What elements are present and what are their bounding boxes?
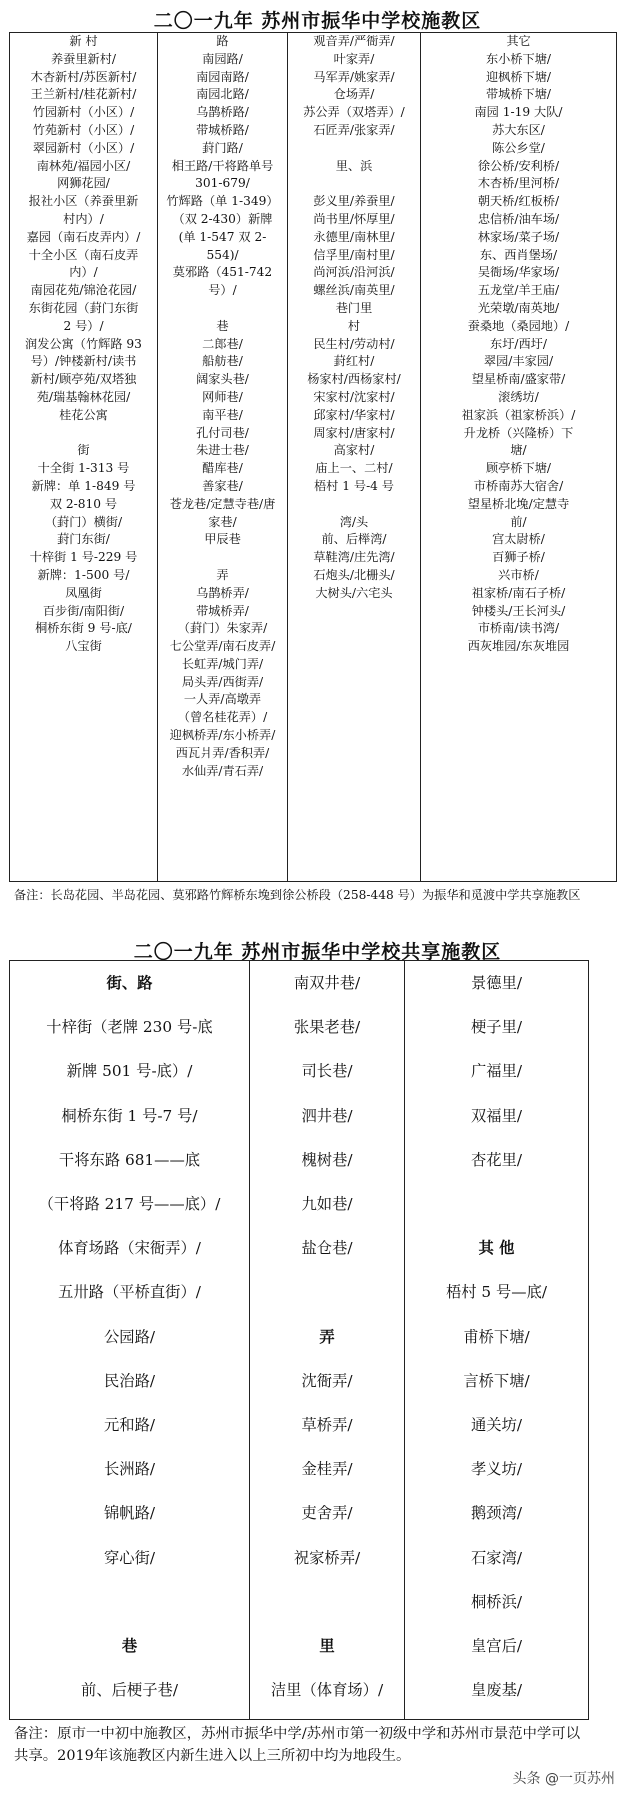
list-item: 槐树巷/ <box>301 1150 353 1169</box>
list-item: 盐仓巷/ <box>301 1239 353 1258</box>
list-item: （双 2-430）新牌 <box>172 211 273 226</box>
watermark: 头条 @一页苏州 <box>512 1771 615 1787</box>
column-villages <box>10 33 158 881</box>
list-item: 西瓦爿弄/香积弄/ <box>175 745 270 760</box>
list-item: 皇废基/ <box>470 1681 523 1700</box>
group-heading: 街、路 <box>106 974 153 992</box>
list-item: 竹园新村（小区）/ <box>32 105 135 120</box>
list-item: 新村/顾亭苑/双塔独 <box>30 372 137 387</box>
list-item: 前、后梗子巷/ <box>81 1681 178 1700</box>
list-item: 养蚕里新村/ <box>50 51 117 66</box>
list-item: 升龙桥（兴隆桥）下 <box>463 425 574 440</box>
list-item: 阔家头巷/ <box>196 372 249 387</box>
list-item: 网狮花园/ <box>57 176 110 191</box>
section1-note: 备注：长岛花园、半岛花园、莫邪路竹辉桥东堍到徐公桥段（258-448 号）为振华和觅渡中学共享施教区 <box>14 888 581 902</box>
list-item: 百步街/南阳街/ <box>42 603 125 618</box>
list-item: 苍龙巷/定慧寺巷/唐 <box>169 496 276 511</box>
list-item: 七公堂弄/南石皮弄/ <box>169 639 276 654</box>
column-header: 新 村 <box>69 34 98 48</box>
list-item: 望星桥南/盛家带/ <box>471 372 566 387</box>
list-item: 忠信桥/油车场/ <box>477 211 560 226</box>
list-item: 公园路/ <box>103 1327 156 1346</box>
list-item: 孝义坊/ <box>470 1460 523 1479</box>
list-item: 润发公寓（竹辉路 93 <box>25 336 142 351</box>
column-alleys <box>288 33 421 881</box>
list-item: 祝家桥弄/ <box>293 1548 361 1567</box>
list-item <box>250 1712 404 1719</box>
list-item: 莫邪路（451-742 <box>172 265 273 280</box>
list-item: 十梓街（老牌 230 号-底 <box>46 1018 213 1037</box>
list-item: 南林苑/福园小区/ <box>36 158 131 173</box>
list-item: 宋家村/沈家村/ <box>313 389 395 404</box>
column-streets <box>10 961 250 1719</box>
column-header: 观音弄/严衙弄/ <box>313 34 395 48</box>
list-item: 乌鹊桥路/ <box>196 105 249 120</box>
section2-note: 备注：原市一中初中施教区，苏州市振华中学/苏州市第一初级中学和苏州市景范中学可以共享。2019年该施教区内新生进入以上三所初中均为地段生。 <box>14 1726 581 1764</box>
list-item: 葑门路/ <box>202 140 243 155</box>
column-roads <box>158 33 288 881</box>
list-item: 顾亭桥下塘/ <box>485 461 552 476</box>
list-item: 杨家村/西杨家村/ <box>307 372 401 387</box>
list-item: 甲辰巷 <box>204 532 241 547</box>
list-item: 朱进士巷/ <box>196 443 249 458</box>
list-item <box>405 1712 588 1719</box>
list-item: 尚书里/怀厚里/ <box>313 211 395 226</box>
list-item: 甫桥下塘/ <box>463 1327 530 1346</box>
group-heading: 弄 <box>216 567 229 582</box>
list-item: 石匠弄/张家弄/ <box>313 122 395 137</box>
list-item: 嘉园（南石皮弄内）/ <box>26 229 141 244</box>
list-item: 叶家弄/ <box>333 51 375 66</box>
list-item: 东街花园（葑门东街 <box>28 300 139 315</box>
list-item: 张果老巷/ <box>293 1018 361 1037</box>
list-item: 永德里/南林里/ <box>313 229 395 244</box>
list-item: 孔付司巷/ <box>196 425 249 440</box>
list-item: 彭义里/养蚕里/ <box>313 194 395 209</box>
list-item: 号）/钟楼新村/读书 <box>30 354 137 369</box>
list-item: 桐桥东街 9 号-底/ <box>35 621 132 636</box>
list-item: 广福里/ <box>470 1062 523 1081</box>
list-item: 前、后榉湾/ <box>321 532 387 547</box>
list-item: 金桂弄/ <box>301 1460 353 1479</box>
column-others <box>421 33 616 881</box>
list-item: 言桥下塘/ <box>463 1371 530 1390</box>
list-item: 体育场路（宋衙弄）/ <box>58 1239 201 1258</box>
list-item: 水仙弄/青石弄/ <box>181 763 264 778</box>
list-item: 干将东路 681——底 <box>58 1150 201 1169</box>
list-item: 号）/ <box>208 283 237 298</box>
list-item: 一人弄/高墩弄 <box>183 692 262 707</box>
list-item: 葑红村/ <box>333 354 375 369</box>
list-item: 木杏桥/里河桥/ <box>477 176 560 191</box>
list-item: 东小桥下塘/ <box>485 51 552 66</box>
list-item: 庙上一、二村/ <box>315 461 393 476</box>
list-item: 村内）/ <box>63 211 104 226</box>
list-item: 巷门里 <box>335 300 373 315</box>
list-item: 乌鹊桥弄/ <box>196 585 249 600</box>
column-lanes <box>250 961 405 1719</box>
list-item: 螺丝浜/南英里/ <box>313 283 395 298</box>
list-item <box>288 496 420 514</box>
list-item: 五卅路（平桥直街）/ <box>58 1283 201 1302</box>
list-item: 草桥弄/ <box>301 1416 353 1435</box>
list-item: 十梓街 1 号-229 号 <box>29 550 138 565</box>
list-item: 翠园新村（小区）/ <box>32 140 135 155</box>
shared-catchment-table <box>9 960 589 1720</box>
list-item: 554)/ <box>206 247 239 262</box>
list-item: 双 2-810 号 <box>49 496 118 511</box>
list-item <box>158 300 287 318</box>
list-item: 邱家村/华家村/ <box>313 407 395 422</box>
list-item: 苑/瑞基翰林花园/ <box>36 389 131 404</box>
list-item: 凤凰街 <box>65 585 102 600</box>
list-item: 望星桥北堍/定慧寺 <box>467 496 570 511</box>
list-item: （干将路 217 号——底）/ <box>38 1195 221 1214</box>
list-item: 石炮头/北栅头/ <box>313 567 395 582</box>
list-item: 内）/ <box>69 265 98 280</box>
list-item: 仓场弄/ <box>333 87 375 102</box>
list-item: 沈衙弄/ <box>301 1371 353 1390</box>
list-item: 桐桥东街 1 号-7 号/ <box>61 1106 198 1125</box>
list-item: 钟楼头/王长河头/ <box>471 603 566 618</box>
list-item: 百狮子桥/ <box>492 550 545 565</box>
list-item: 滚绣坊/ <box>498 389 539 404</box>
list-item: 迎枫桥下塘/ <box>485 69 552 84</box>
list-item: 祖家桥/南石子桥/ <box>471 585 566 600</box>
list-item: 苏公弄（双塔弄）/ <box>303 105 405 120</box>
list-item: (单 1-547 双 2- <box>178 229 267 244</box>
list-item <box>288 175 420 193</box>
list-item: 2 号）/ <box>63 318 104 333</box>
list-item: 陈公乡堂/ <box>492 140 545 155</box>
group-heading: 巷 <box>121 1637 138 1656</box>
list-item: 局头弄/西街弄/ <box>181 674 264 689</box>
list-item: 西灰堆园/东灰堆园 <box>467 639 570 654</box>
list-item <box>250 1270 404 1314</box>
list-item: 网师巷/ <box>202 389 243 404</box>
list-item: 带城桥弄/ <box>196 603 249 618</box>
list-item: 林家场/菜子场/ <box>477 229 560 244</box>
list-item: 徐公桥/安利桥/ <box>477 158 560 173</box>
list-item: 司长巷/ <box>301 1062 353 1081</box>
list-item: 尚河浜/沿河浜/ <box>313 265 395 280</box>
list-item <box>405 1182 588 1226</box>
group-heading: 村 <box>347 318 361 333</box>
list-item: 八宝街 <box>65 639 102 654</box>
list-item: 十全小区（南石皮弄 <box>28 247 139 262</box>
list-item: 吴衙场/华家场/ <box>477 265 560 280</box>
list-item: 泗井巷/ <box>301 1106 353 1125</box>
list-item: 民治路/ <box>103 1371 156 1390</box>
list-item: 南双井巷/ <box>293 974 361 992</box>
list-item: 鹅颈湾/ <box>470 1504 523 1523</box>
list-item: 蚕桑地（桑园地）/ <box>467 318 570 333</box>
group-heading: 巷 <box>216 318 229 333</box>
list-item: 景德里/ <box>470 974 523 992</box>
list-item: 梧村 5 号—底/ <box>445 1283 548 1302</box>
list-item: 穿心街/ <box>103 1548 156 1567</box>
list-item: 梧村 1 号-4 号 <box>314 478 394 493</box>
list-item: 光荣墩/南英地/ <box>477 300 560 315</box>
list-item: 善家巷/ <box>202 478 243 493</box>
list-item: 长虹弄/城门弄/ <box>181 656 264 671</box>
group-heading: 里 <box>319 1637 335 1656</box>
group-heading: 弄 <box>319 1327 335 1346</box>
list-item: 市桥南/读书湾/ <box>477 621 560 636</box>
list-item: 石家湾/ <box>470 1548 523 1567</box>
list-item: （曾名桂花弄）/ <box>177 710 268 725</box>
list-item: 祖家浜（祖家桥浜）/ <box>461 407 576 422</box>
list-item: 宫太尉桥/ <box>492 532 545 547</box>
list-item: 桂花公寓 <box>59 407 108 422</box>
list-item: 十全街 1-313 号 <box>37 461 130 476</box>
list-item: 元和路/ <box>103 1416 156 1435</box>
list-item: 市桥南苏大宿舍/ <box>473 478 564 493</box>
list-item: 兴市桥/ <box>498 567 539 582</box>
section1-title: 二〇一九年 苏州市振华中学校施教区 <box>153 10 482 32</box>
list-item: 葑门东街/ <box>57 532 110 547</box>
list-item: 五龙堂/羊王庙/ <box>477 283 560 298</box>
catchment-table <box>9 32 617 882</box>
list-item: （葑门）横街/ <box>44 514 123 529</box>
list-item: 杏花里/ <box>470 1150 523 1169</box>
list-item <box>10 1580 249 1624</box>
list-item: 迎枫桥弄/东小桥弄/ <box>169 728 276 743</box>
list-item: 新牌：单 1-849 号 <box>31 478 136 493</box>
list-item: 吏舍弄/ <box>301 1504 353 1523</box>
list-item: 马军弄/姚家弄/ <box>313 69 395 84</box>
list-item: 洁里（体育场）/ <box>270 1681 384 1700</box>
list-item: 王兰新村/桂花新村/ <box>30 87 137 102</box>
list-item: 带城桥路/ <box>196 122 249 137</box>
list-item: 报社小区（养蚕里新 <box>28 194 139 209</box>
list-item: 新牌 501 号-底）/ <box>66 1062 193 1081</box>
list-item: 家巷/ <box>208 514 237 529</box>
list-item: 南园北路/ <box>196 87 249 102</box>
list-item: 南园 1-19 大队/ <box>474 105 563 120</box>
list-item: 竹辉路（单 1-349） <box>166 194 279 209</box>
list-item: 民生村/劳动村/ <box>313 336 395 351</box>
list-item: 东、西肖堡场/ <box>479 247 558 262</box>
list-item: 塘/ <box>510 443 527 458</box>
list-item: 南园花苑/锦沧花园/ <box>30 283 137 298</box>
list-item: 高家村/ <box>333 443 375 458</box>
group-heading: 街 <box>77 443 90 458</box>
list-item: 朝天桥/红板桥/ <box>477 194 560 209</box>
list-item: 二郎巷/ <box>202 336 243 351</box>
list-item: 翠园/丰家园/ <box>483 354 554 369</box>
list-item: 梗子里/ <box>470 1018 523 1037</box>
list-item <box>288 140 420 158</box>
list-item: 周家村/唐家村/ <box>313 425 395 440</box>
list-item: 草鞋湾/庄先湾/ <box>313 550 395 565</box>
list-item: 相王路/干将路单号 <box>171 158 274 173</box>
list-item <box>158 549 287 567</box>
column-misc <box>405 961 588 1719</box>
list-item: 皇宫后/ <box>470 1637 523 1656</box>
list-item <box>250 1580 404 1624</box>
list-item: 南平巷/ <box>202 407 243 422</box>
group-heading: 湾/头 <box>339 514 369 529</box>
group-heading: 其 他 <box>478 1239 515 1258</box>
section2-title: 二〇一九年 苏州市振华中学校共享施教区 <box>133 941 502 963</box>
list-item <box>10 1712 249 1719</box>
list-item: 苏大东区/ <box>492 122 545 137</box>
list-item: 竹苑新村（小区）/ <box>32 122 135 137</box>
list-item: 锦帆路/ <box>103 1504 156 1523</box>
list-item: 桐桥浜/ <box>470 1592 523 1611</box>
column-header: 其它 <box>506 34 531 48</box>
list-item: 东圩/西圩/ <box>490 336 547 351</box>
list-item: 双福里/ <box>470 1106 523 1125</box>
list-item: 九如巷/ <box>301 1195 353 1214</box>
list-item: 通关坊/ <box>470 1416 523 1435</box>
list-item: 信孚里/南村里/ <box>313 247 395 262</box>
list-item: 带城桥下塘/ <box>485 87 552 102</box>
list-item: 船舫巷/ <box>202 354 243 369</box>
column-header: 路 <box>216 34 229 48</box>
list-item: 长洲路/ <box>103 1460 156 1479</box>
list-item: 大树头/六宅头 <box>315 585 393 600</box>
list-item: 前/ <box>510 514 527 529</box>
list-item: 木杏新村/苏医新村/ <box>30 69 137 84</box>
list-item: 新牌：1-500 号/ <box>37 567 130 582</box>
list-item: 南园路/ <box>202 51 243 66</box>
list-item <box>10 425 157 443</box>
list-item: 醋库巷/ <box>202 461 243 476</box>
list-item: （葑门）朱家弄/ <box>177 621 268 636</box>
list-item: 南园南路/ <box>196 69 249 84</box>
group-heading: 里、浜 <box>335 158 373 173</box>
list-item: 301-679/ <box>195 176 250 191</box>
